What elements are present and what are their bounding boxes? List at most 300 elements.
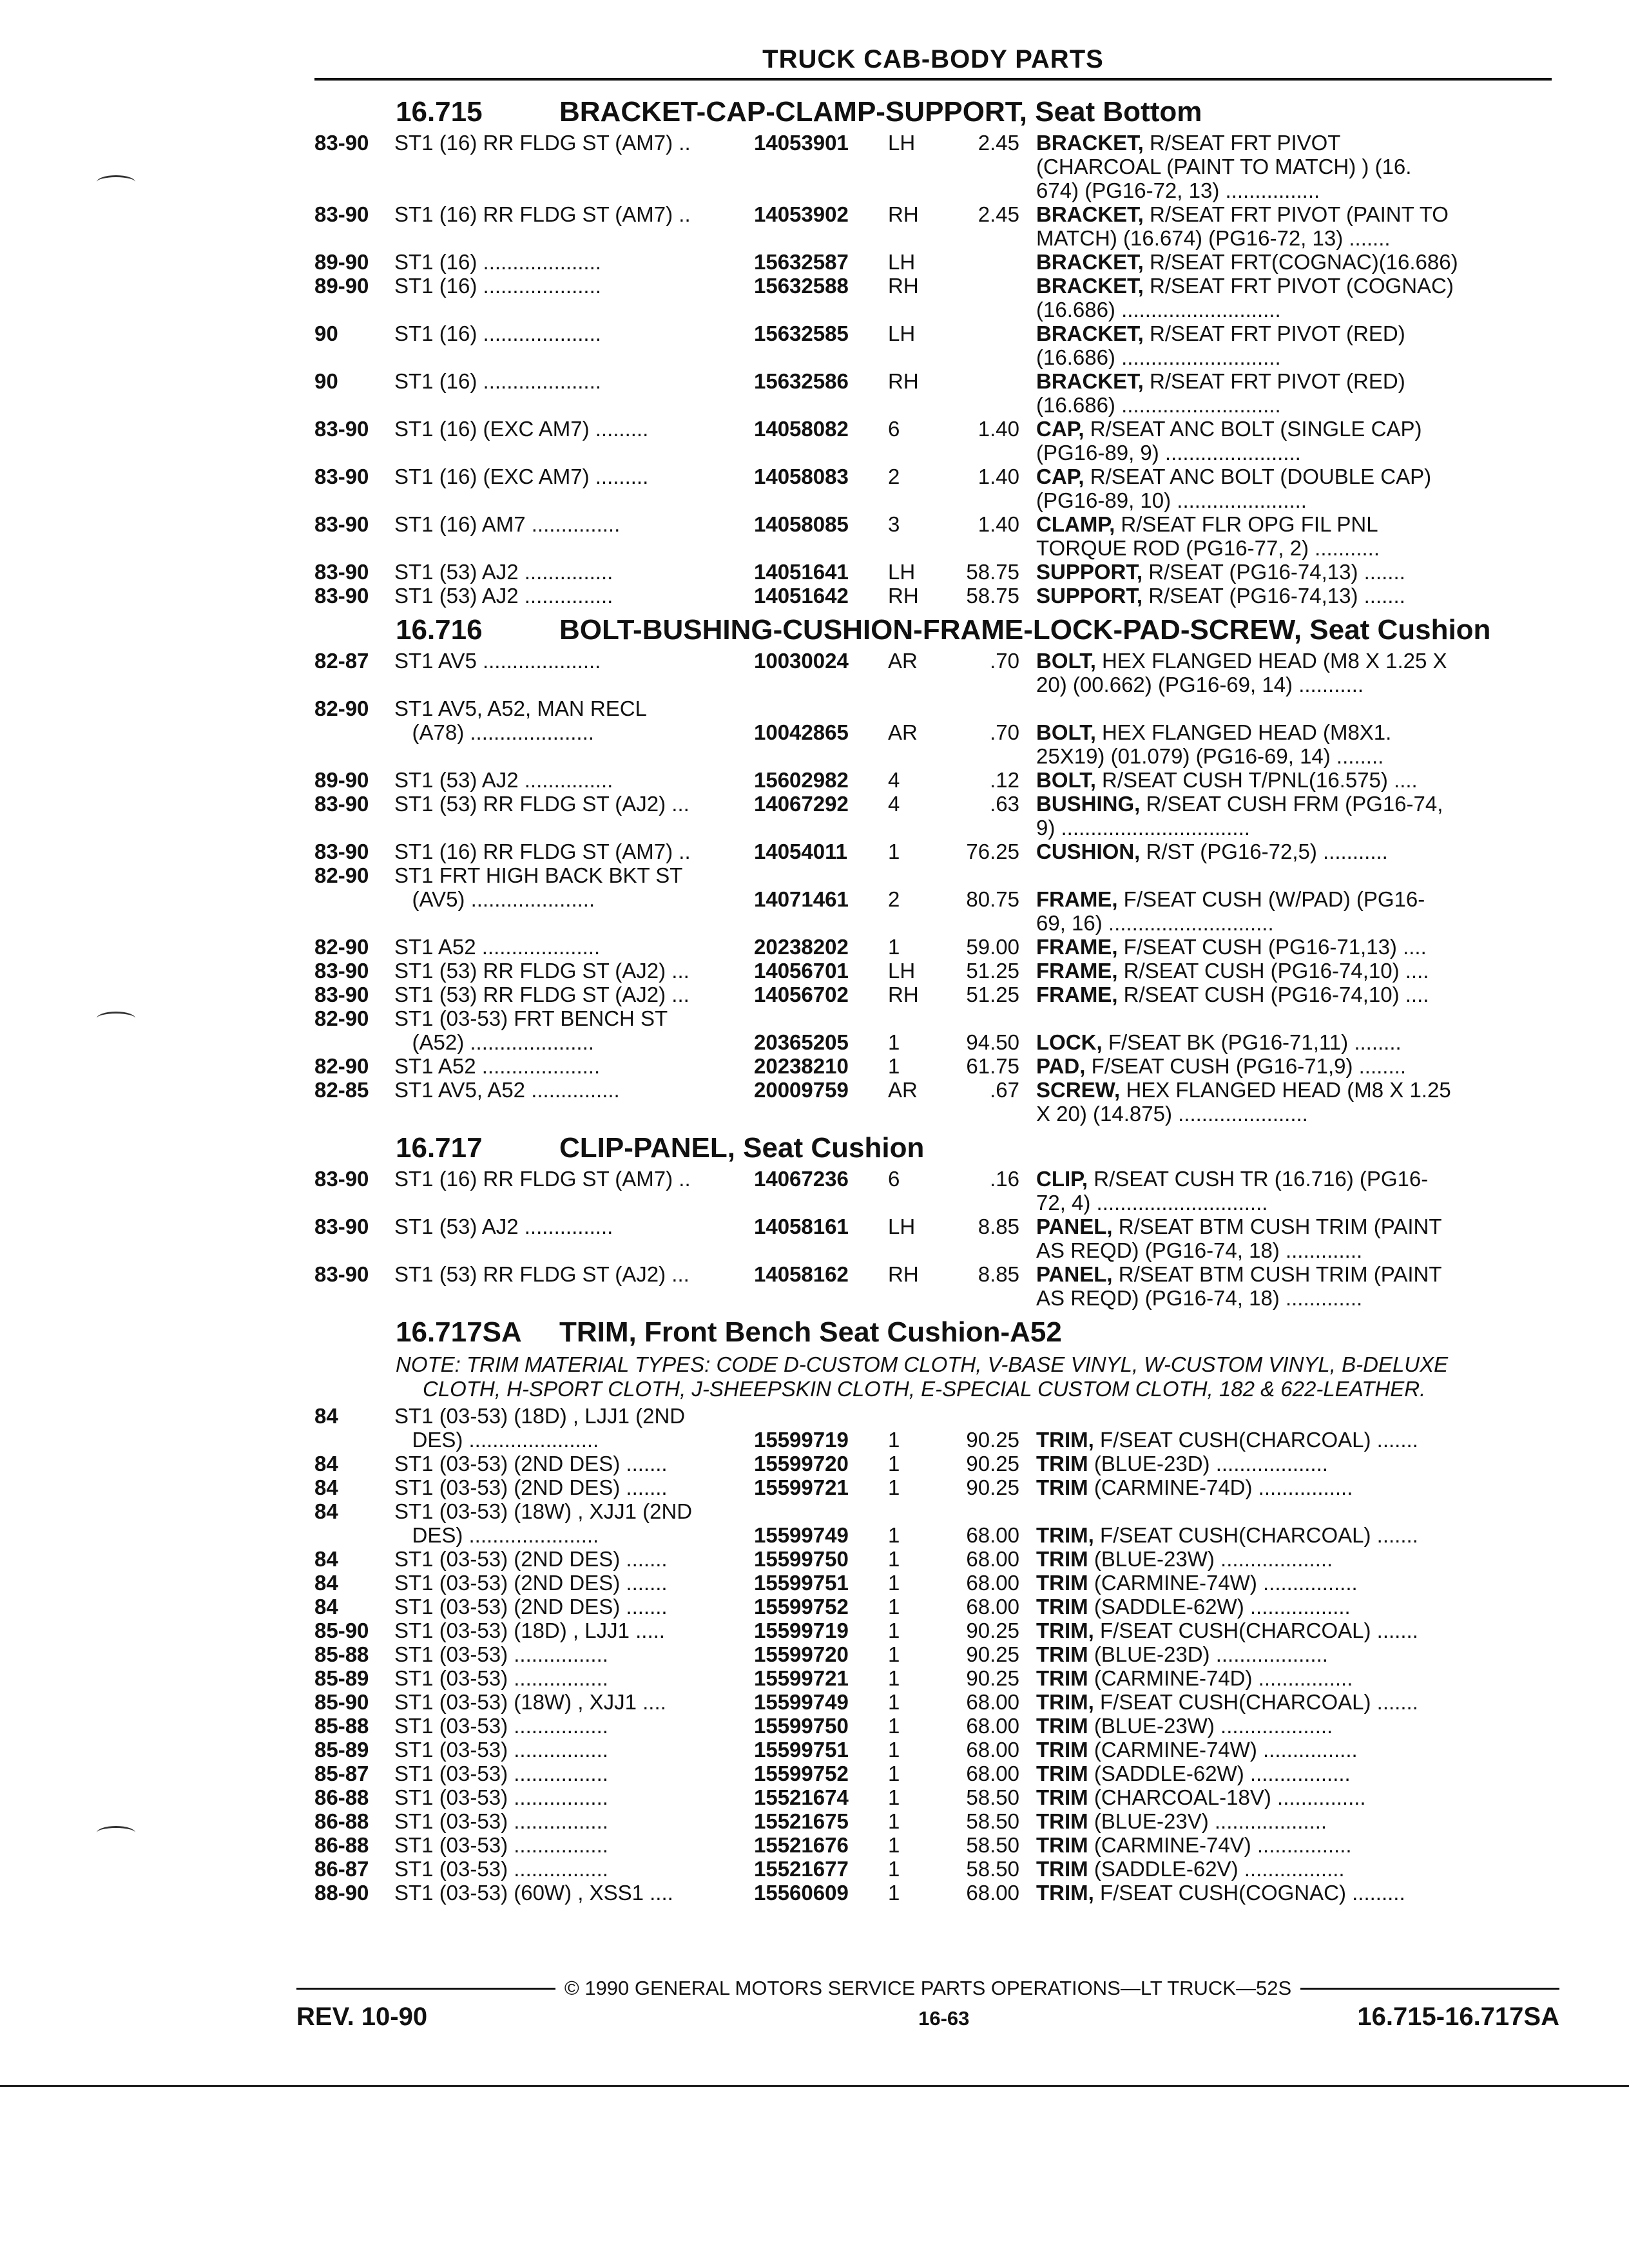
part-number: 14051641 xyxy=(754,560,849,584)
price: 76.25 xyxy=(966,840,1019,863)
model-years: 90 xyxy=(314,369,338,393)
model-years: 83-90 xyxy=(314,202,369,226)
description xyxy=(1036,322,1552,369)
price: 68.00 xyxy=(966,1762,1019,1785)
binder-hole-mark xyxy=(97,1826,135,1840)
model-years: 86-88 xyxy=(314,1809,369,1833)
section-range: 16.715-16.717SA xyxy=(1357,2003,1559,2031)
part-number: 15521674 xyxy=(754,1785,849,1809)
description xyxy=(1036,1619,1552,1642)
description-text: F/SEAT CUSH (PG16-71,13) .... xyxy=(1117,935,1427,959)
description xyxy=(1036,983,1552,1006)
description-text: F/SEAT CUSH(CHARCOAL) ....... xyxy=(1094,1428,1418,1452)
price: 68.00 xyxy=(966,1595,1019,1619)
part-number: 15599720 xyxy=(754,1642,849,1666)
binder-hole-mark xyxy=(97,1012,135,1025)
parts-row xyxy=(314,584,1552,608)
model-years: 86-88 xyxy=(314,1785,369,1809)
part-number: 14058083 xyxy=(754,465,849,488)
application: ST1 (03-53) ................ xyxy=(394,1785,608,1809)
application: ST1 (03-53) (18W) , XJJ1 .... xyxy=(394,1690,666,1714)
application: ST1 (03-53) ................ xyxy=(394,1738,608,1762)
description xyxy=(1036,1785,1552,1809)
description xyxy=(1036,1642,1552,1666)
parts-row xyxy=(314,202,1552,250)
description-keyword: TRIM xyxy=(1036,1595,1088,1619)
description-keyword: TRIM, xyxy=(1036,1881,1094,1905)
application: ST1 (16) RR FLDG ST (AM7) .. xyxy=(394,840,691,863)
part-number: 15632587 xyxy=(754,250,849,274)
description xyxy=(1036,935,1552,959)
description-text: HEX FLANGED HEAD (M8 X 1.25 X 20) (14.875) ...................... xyxy=(1036,1078,1451,1126)
description-keyword: TRIM xyxy=(1036,1857,1088,1881)
price: 94.50 xyxy=(966,1030,1019,1054)
description-text: R/SEAT CUSH T/PNL(16.575) .... xyxy=(1095,768,1418,792)
model-years: 84 xyxy=(314,1452,338,1475)
application: ST1 (16) RR FLDG ST (AM7) .. xyxy=(394,202,691,226)
description-keyword: CAP, xyxy=(1036,465,1084,488)
model-years: 85-88 xyxy=(314,1714,369,1738)
application: ST1 (53) AJ2 ............... xyxy=(394,1215,613,1238)
price: 58.50 xyxy=(966,1857,1019,1881)
description xyxy=(1036,1452,1552,1475)
application: ST1 (16) .................... xyxy=(394,369,601,393)
application: ST1 (53) AJ2 ............... xyxy=(394,768,613,792)
description-keyword: CLAMP, xyxy=(1036,512,1115,536)
model-years: 84 xyxy=(314,1547,338,1571)
section-number: 16.716 xyxy=(396,614,483,646)
application: (A52) ..................... xyxy=(394,1030,594,1054)
application: ST1 (53) RR FLDG ST (AJ2) ... xyxy=(394,792,689,816)
sections-container xyxy=(314,90,1552,1905)
parts-row xyxy=(314,1054,1552,1078)
quantity: 1 xyxy=(888,1523,900,1547)
description-keyword: TRIM xyxy=(1036,1571,1088,1595)
description-keyword: TRIM, xyxy=(1036,1428,1094,1452)
application: ST1 (03-53) (18W) , XJJ1 (2ND xyxy=(394,1499,693,1523)
price: 58.75 xyxy=(966,584,1019,608)
application: ST1 A52 .................... xyxy=(394,1054,601,1078)
parts-row xyxy=(314,1785,1552,1809)
parts-row xyxy=(314,1547,1552,1571)
section-heading xyxy=(314,1126,1552,1167)
part-number: 15560609 xyxy=(754,1881,849,1905)
description xyxy=(1036,1857,1552,1881)
description-text: F/SEAT CUSH(CHARCOAL) ....... xyxy=(1094,1690,1418,1714)
part-number: 14058162 xyxy=(754,1262,849,1286)
description-text: F/SEAT CUSH (W/PAD) (PG16- 69, 16) ............................ xyxy=(1036,887,1425,935)
application: ST1 (16) .................... xyxy=(394,274,601,298)
part-number: 15521677 xyxy=(754,1857,849,1881)
part-number: 10030024 xyxy=(754,649,849,673)
application: DES) ...................... xyxy=(394,1428,599,1452)
part-number: 20238210 xyxy=(754,1054,849,1078)
description-keyword: TRIM, xyxy=(1036,1690,1094,1714)
description xyxy=(1036,649,1552,697)
application: ST1 AV5, A52, MAN RECL xyxy=(394,697,647,720)
model-years: 84 xyxy=(314,1499,338,1523)
description-text: F/SEAT CUSH(CHARCOAL) ....... xyxy=(1094,1523,1418,1547)
model-years: 89-90 xyxy=(314,768,369,792)
part-number: 14058161 xyxy=(754,1215,849,1238)
section-heading xyxy=(314,90,1552,131)
quantity: 6 xyxy=(888,1167,900,1191)
description-text: R/SEAT FRT PIVOT (COGNAC) (16.686) ........................... xyxy=(1036,274,1454,322)
description-keyword: LOCK, xyxy=(1036,1030,1103,1054)
description xyxy=(1036,1714,1552,1738)
quantity: 1 xyxy=(888,1762,900,1785)
description-text: R/ST (PG16-72,5) ........... xyxy=(1140,840,1388,863)
application: ST1 A52 .................... xyxy=(394,935,601,959)
model-years: 84 xyxy=(314,1475,338,1499)
model-years: 82-90 xyxy=(314,935,369,959)
price: .70 xyxy=(990,720,1019,744)
quantity: AR xyxy=(888,720,918,744)
model-years: 85-89 xyxy=(314,1738,369,1762)
part-number: 15599750 xyxy=(754,1547,849,1571)
quantity: 1 xyxy=(888,1738,900,1762)
description-text: F/SEAT CUSH (PG16-71,9) ........ xyxy=(1085,1054,1406,1078)
quantity: 1 xyxy=(888,1030,900,1054)
footer-rule-right xyxy=(1300,1988,1559,1990)
description-keyword: TRIM xyxy=(1036,1762,1088,1785)
section-note xyxy=(314,1352,1552,1401)
description xyxy=(1036,584,1552,608)
price: 80.75 xyxy=(966,887,1019,911)
quantity: 1 xyxy=(888,1547,900,1571)
application: ST1 (16) .................... xyxy=(394,322,601,345)
part-number: 20238202 xyxy=(754,935,849,959)
description-text: (SADDLE-62W) ................. xyxy=(1088,1762,1351,1785)
price: 90.25 xyxy=(966,1666,1019,1690)
quantity: 1 xyxy=(888,1666,900,1690)
page-header: TRUCK CAB-BODY PARTS xyxy=(762,45,1104,73)
footer-copyright: © 1990 GENERAL MOTORS SERVICE PARTS OPERATIONS—LT TRUCK—52S xyxy=(564,1977,1292,1999)
parts-row xyxy=(314,1857,1552,1881)
description-keyword: TRIM, xyxy=(1036,1619,1094,1642)
description xyxy=(1036,250,1552,274)
application: ST1 (03-53) (18D) , LJJ1 (2ND xyxy=(394,1404,686,1428)
section-number: 16.715 xyxy=(396,96,483,128)
section-title: TRIM, Front Bench Seat Cushion-A52 xyxy=(559,1316,1062,1348)
part-number: 14067292 xyxy=(754,792,849,816)
description xyxy=(1036,1475,1552,1499)
description-text: F/SEAT BK (PG16-71,11) ........ xyxy=(1102,1030,1402,1054)
parts-row xyxy=(314,417,1552,465)
quantity: RH xyxy=(888,274,919,298)
parts-row xyxy=(314,1475,1552,1499)
parts-row xyxy=(314,512,1552,560)
price: 2.45 xyxy=(978,202,1019,226)
section-title: BOLT-BUSHING-CUSHION-FRAME-LOCK-PAD-SCREW, Seat Cushion xyxy=(559,614,1491,646)
parts-row xyxy=(314,649,1552,697)
description-keyword: FRAME, xyxy=(1036,959,1118,983)
parts-row xyxy=(314,840,1552,863)
description-text: (CARMINE-74W) ................ xyxy=(1088,1571,1358,1595)
application: ST1 (53) RR FLDG ST (AJ2) ... xyxy=(394,983,689,1006)
description xyxy=(1036,1738,1552,1762)
parts-row xyxy=(314,1809,1552,1833)
quantity: AR xyxy=(888,1078,918,1102)
description-keyword: CUSHION, xyxy=(1036,840,1141,863)
description-text: HEX FLANGED HEAD (M8 X 1.25 X 20) (00.662) (PG16-69, 14) ........... xyxy=(1036,649,1447,697)
parts-row xyxy=(314,1523,1552,1547)
part-number: 15599719 xyxy=(754,1619,849,1642)
quantity: LH xyxy=(888,560,916,584)
price: 1.40 xyxy=(978,512,1019,536)
application: ST1 (16) .................... xyxy=(394,250,601,274)
parts-row xyxy=(314,768,1552,792)
model-years: 82-90 xyxy=(314,1054,369,1078)
application: DES) ...................... xyxy=(394,1523,599,1547)
quantity: 1 xyxy=(888,1619,900,1642)
model-years: 86-87 xyxy=(314,1857,369,1881)
description-keyword: TRIM xyxy=(1036,1738,1088,1762)
part-number: 14071461 xyxy=(754,887,849,911)
description-keyword: BRACKET, xyxy=(1036,250,1144,274)
parts-row xyxy=(314,887,1552,935)
part-number: 14056702 xyxy=(754,983,849,1006)
note-line: NOTE: TRIM MATERIAL TYPES: CODE D-CUSTOM CLOTH, V-BASE VINYL, W-CUSTOM VINYL, B-DELUXE xyxy=(396,1352,1449,1376)
description xyxy=(1036,465,1552,512)
parts-row xyxy=(314,274,1552,322)
application: ST1 (16) (EXC AM7) ......... xyxy=(394,417,649,441)
description-text: (SADDLE-62V) ................. xyxy=(1088,1857,1345,1881)
application: ST1 (16) RR FLDG ST (AM7) .. xyxy=(394,131,691,155)
section-heading xyxy=(314,608,1552,649)
parts-row xyxy=(314,1030,1552,1054)
model-years: 82-87 xyxy=(314,649,369,673)
price: 1.40 xyxy=(978,465,1019,488)
model-years: 85-90 xyxy=(314,1690,369,1714)
price: 90.25 xyxy=(966,1642,1019,1666)
quantity: 1 xyxy=(888,1857,900,1881)
model-years: 82-85 xyxy=(314,1078,369,1102)
description xyxy=(1036,1428,1552,1452)
description-text: (CARMINE-74D) ................ xyxy=(1088,1666,1353,1690)
model-years: 84 xyxy=(314,1595,338,1619)
quantity: 2 xyxy=(888,887,900,911)
part-number: 14054011 xyxy=(754,840,848,863)
application: ST1 (16) AM7 ............... xyxy=(394,512,621,536)
application: ST1 (03-53) (2ND DES) ....... xyxy=(394,1452,668,1475)
description-keyword: BRACKET, xyxy=(1036,202,1144,226)
quantity: RH xyxy=(888,584,919,608)
description-keyword: TRIM xyxy=(1036,1809,1088,1833)
application: ST1 (16) (EXC AM7) ......... xyxy=(394,465,649,488)
part-number: 15599719 xyxy=(754,1428,849,1452)
price: 51.25 xyxy=(966,983,1019,1006)
parts-row xyxy=(314,322,1552,369)
description-keyword: BOLT, xyxy=(1036,649,1096,673)
quantity: 4 xyxy=(888,792,900,816)
description-keyword: TRIM xyxy=(1036,1714,1088,1738)
price: 68.00 xyxy=(966,1523,1019,1547)
quantity: LH xyxy=(888,959,916,983)
section-title: BRACKET-CAP-CLAMP-SUPPORT, Seat Bottom xyxy=(559,96,1202,128)
part-number: 15521676 xyxy=(754,1833,849,1857)
model-years: 83-90 xyxy=(314,792,369,816)
parts-row xyxy=(314,935,1552,959)
description-text: (CARMINE-74D) ................ xyxy=(1088,1475,1353,1499)
section-heading xyxy=(314,1310,1552,1351)
description-keyword: TRIM xyxy=(1036,1666,1088,1690)
part-number: 15599751 xyxy=(754,1571,849,1595)
note-line: CLOTH, H-SPORT CLOTH, J-SHEEPSKIN CLOTH, E-SPECIAL CUSTOM CLOTH, 182 & 622-LEATHER. xyxy=(423,1377,1426,1401)
application: ST1 (03-53) (2ND DES) ....... xyxy=(394,1475,668,1499)
section-number: 16.717 xyxy=(396,1132,483,1164)
part-number: 14056701 xyxy=(754,959,849,983)
parts-row xyxy=(314,792,1552,840)
description-keyword: FRAME, xyxy=(1036,887,1118,911)
application: ST1 (16) RR FLDG ST (AM7) .. xyxy=(394,1167,691,1191)
price: 90.25 xyxy=(966,1428,1019,1452)
parts-row xyxy=(314,369,1552,417)
description-text: R/SEAT FLR OPG FIL PNL TORQUE ROD (PG16-77, 2) ........... xyxy=(1036,512,1380,560)
scan-edge-line xyxy=(0,2085,1629,2087)
description xyxy=(1036,768,1552,792)
quantity: 1 xyxy=(888,1428,900,1452)
description-keyword: BRACKET, xyxy=(1036,369,1144,393)
price: .67 xyxy=(990,1078,1019,1102)
application: ST1 (03-53) (60W) , XSS1 .... xyxy=(394,1881,673,1905)
parts-row xyxy=(314,959,1552,983)
quantity: AR xyxy=(888,649,918,673)
model-years: 83-90 xyxy=(314,983,369,1006)
part-number: 15521675 xyxy=(754,1809,849,1833)
part-number: 15599751 xyxy=(754,1738,849,1762)
part-number: 15632588 xyxy=(754,274,849,298)
price: 58.50 xyxy=(966,1809,1019,1833)
description-text: HEX FLANGED HEAD (M8X1. 25X19) (01.079) (PG16-69, 14) ........ xyxy=(1036,720,1392,768)
parts-row xyxy=(314,863,1552,887)
description xyxy=(1036,792,1552,840)
application: ST1 (53) AJ2 ............... xyxy=(394,560,613,584)
application: ST1 (03-53) ................ xyxy=(394,1642,608,1666)
price: 90.25 xyxy=(966,1619,1019,1642)
parts-row xyxy=(314,465,1552,512)
quantity: 2 xyxy=(888,465,900,488)
price: .70 xyxy=(990,649,1019,673)
parts-row xyxy=(314,720,1552,768)
model-years: 83-90 xyxy=(314,959,369,983)
parts-row xyxy=(314,697,1552,720)
quantity: 1 xyxy=(888,1714,900,1738)
model-years: 85-87 xyxy=(314,1762,369,1785)
model-years: 83-90 xyxy=(314,840,369,863)
application: ST1 (03-53) ................ xyxy=(394,1666,608,1690)
description-keyword: CLIP, xyxy=(1036,1167,1088,1191)
part-number: 15599750 xyxy=(754,1714,849,1738)
model-years: 85-88 xyxy=(314,1642,369,1666)
description xyxy=(1036,1523,1552,1547)
parts-row xyxy=(314,1666,1552,1690)
parts-row xyxy=(314,1078,1552,1126)
description xyxy=(1036,720,1552,768)
parts-row xyxy=(314,1595,1552,1619)
part-number: 15632585 xyxy=(754,322,849,345)
description-keyword: TRIM xyxy=(1036,1452,1088,1475)
part-number: 15599721 xyxy=(754,1475,849,1499)
description xyxy=(1036,560,1552,584)
price: 90.25 xyxy=(966,1452,1019,1475)
parts-row xyxy=(314,1619,1552,1642)
part-number: 15602982 xyxy=(754,768,849,792)
model-years: 83-90 xyxy=(314,512,369,536)
parts-row xyxy=(314,1642,1552,1666)
part-number: 15599721 xyxy=(754,1666,849,1690)
description-text: R/SEAT CUSH (PG16-74,10) .... xyxy=(1117,959,1429,983)
parts-row xyxy=(314,560,1552,584)
price: 59.00 xyxy=(966,935,1019,959)
quantity: 1 xyxy=(888,1571,900,1595)
price: 8.85 xyxy=(978,1215,1019,1238)
description-keyword: PANEL, xyxy=(1036,1215,1113,1238)
parts-row xyxy=(314,1738,1552,1762)
description-text: R/SEAT ANC BOLT (SINGLE CAP) (PG16-89, 9) ....................... xyxy=(1036,417,1422,465)
catalog-page xyxy=(314,45,1552,1905)
description-text: (BLUE-23D) ................... xyxy=(1088,1452,1328,1475)
description-keyword: TRIM xyxy=(1036,1547,1088,1571)
description-text: (BLUE-23D) ................... xyxy=(1088,1642,1328,1666)
quantity: 1 xyxy=(888,1452,900,1475)
part-number: 14053901 xyxy=(754,131,849,155)
price: .16 xyxy=(990,1167,1019,1191)
description-keyword: BRACKET, xyxy=(1036,322,1144,345)
description-keyword: TRIM xyxy=(1036,1785,1088,1809)
model-years: 83-90 xyxy=(314,131,369,155)
description-keyword: SUPPORT, xyxy=(1036,560,1143,584)
application: ST1 (03-53) (2ND DES) ....... xyxy=(394,1571,668,1595)
parts-row xyxy=(314,1404,1552,1428)
description xyxy=(1036,959,1552,983)
description xyxy=(1036,1833,1552,1857)
application: ST1 (03-53) ................ xyxy=(394,1762,608,1785)
application: ST1 (03-53) (2ND DES) ....... xyxy=(394,1595,668,1619)
description xyxy=(1036,274,1552,322)
part-number: 14051642 xyxy=(754,584,849,608)
application: ST1 FRT HIGH BACK BKT ST xyxy=(394,863,683,887)
description-keyword: BUSHING, xyxy=(1036,792,1141,816)
part-number: 14058082 xyxy=(754,417,849,441)
description xyxy=(1036,1547,1552,1571)
part-number: 15599752 xyxy=(754,1595,849,1619)
part-number: 15599749 xyxy=(754,1523,849,1547)
price: 61.75 xyxy=(966,1054,1019,1078)
model-years: 84 xyxy=(314,1404,338,1428)
price: 68.00 xyxy=(966,1547,1019,1571)
description-text: (BLUE-23W) ................... xyxy=(1088,1714,1333,1738)
model-years: 88-90 xyxy=(314,1881,369,1905)
model-years: 85-89 xyxy=(314,1666,369,1690)
description-text: R/SEAT FRT PIVOT (RED) (16.686) ........................... xyxy=(1036,369,1405,417)
price: 68.00 xyxy=(966,1714,1019,1738)
description-text: R/SEAT (PG16-74,13) ....... xyxy=(1142,560,1405,584)
part-number: 20365205 xyxy=(754,1030,849,1054)
description xyxy=(1036,202,1552,250)
model-years: 83-90 xyxy=(314,417,369,441)
price: 68.00 xyxy=(966,1881,1019,1905)
part-number: 15599749 xyxy=(754,1690,849,1714)
parts-row xyxy=(314,1167,1552,1215)
description-keyword: TRIM xyxy=(1036,1475,1088,1499)
application: ST1 (03-53) (18D) , LJJ1 ..... xyxy=(394,1619,665,1642)
application: (A78) ..................... xyxy=(394,720,594,744)
description xyxy=(1036,512,1552,560)
section-title: CLIP-PANEL, Seat Cushion xyxy=(559,1132,925,1164)
description-text: F/SEAT CUSH(COGNAC) ......... xyxy=(1094,1881,1405,1905)
quantity: RH xyxy=(888,1262,919,1286)
